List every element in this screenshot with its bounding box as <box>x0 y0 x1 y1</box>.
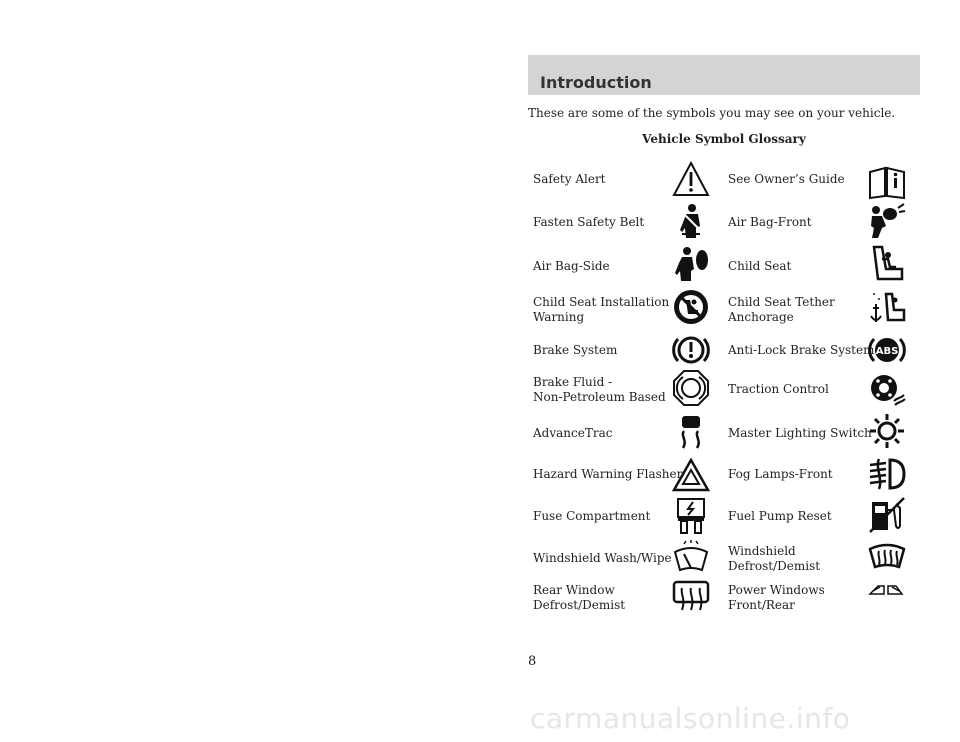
label-see-owners-guide: See Owner’s Guide <box>728 172 845 186</box>
advancetrac-icon <box>672 414 710 452</box>
label-safety-alert: Safety Alert <box>533 172 606 186</box>
child-seat-warning-icon <box>672 288 710 326</box>
owners-guide-icon <box>868 164 906 202</box>
lighting-switch-icon <box>868 412 906 450</box>
intro-text: These are some of the symbols you may see on your vehicle. <box>528 106 896 120</box>
label-power-windows: Power Windows Front/Rear <box>728 583 825 612</box>
child-seat-icon <box>868 245 906 283</box>
fog-lamp-icon <box>868 455 906 493</box>
label-hazard-warning-flasher: Hazard Warning Flasher <box>533 467 683 481</box>
label-windshield-defrost: Windshield Defrost/Demist <box>728 544 821 573</box>
brake-fluid-icon <box>672 369 710 407</box>
watermark: carmanualsonline.info <box>530 702 851 735</box>
label-brake-system: Brake System <box>533 343 618 357</box>
label-anti-lock-brake: Anti-Lock Brake System <box>728 343 875 357</box>
windshield-defrost-icon <box>868 539 906 577</box>
traction-control-icon <box>868 369 906 407</box>
label-master-lighting-switch: Master Lighting Switch <box>728 426 872 440</box>
page-number: 8 <box>528 654 537 669</box>
section-header <box>528 55 920 95</box>
label-child-seat-installation-warning: Child Seat Installation Warning <box>533 295 670 324</box>
abs-icon <box>868 331 906 369</box>
section-title: Introduction <box>540 73 652 92</box>
fuse-icon <box>672 497 710 535</box>
hazard-icon <box>672 456 710 494</box>
label-air-bag-side: Air Bag-Side <box>533 259 610 273</box>
label-fuel-pump-reset: Fuel Pump Reset <box>728 509 832 523</box>
label-air-bag-front: Air Bag-Front <box>728 215 812 229</box>
airbag-front-icon <box>868 202 906 240</box>
label-child-seat-tether: Child Seat Tether Anchorage <box>728 295 835 324</box>
rear-defrost-icon <box>672 578 710 616</box>
tether-anchor-icon <box>868 290 906 328</box>
brake-system-icon <box>672 331 710 369</box>
label-fuse-compartment: Fuse Compartment <box>533 509 651 523</box>
label-windshield-wash-wipe: Windshield Wash/Wipe <box>533 551 672 565</box>
label-rear-window-defrost: Rear Window Defrost/Demist <box>533 583 626 612</box>
label-fog-lamps-front: Fog Lamps-Front <box>728 467 833 481</box>
label-brake-fluid: Brake Fluid - Non-Petroleum Based <box>533 375 666 404</box>
power-windows-icon <box>868 576 906 614</box>
label-fasten-safety-belt: Fasten Safety Belt <box>533 215 645 229</box>
glossary-title: Vehicle Symbol Glossary <box>642 132 806 146</box>
svg-text:ABS: ABS <box>875 346 899 357</box>
wash-wipe-icon <box>672 538 710 576</box>
seatbelt-icon <box>672 202 710 240</box>
airbag-side-icon <box>672 245 710 283</box>
label-child-seat: Child Seat <box>728 259 792 273</box>
fuel-pump-icon <box>868 496 906 534</box>
label-advancetrac: AdvanceTrac <box>533 426 613 440</box>
safety-alert-icon <box>672 160 710 198</box>
label-traction-control: Traction Control <box>728 382 829 396</box>
